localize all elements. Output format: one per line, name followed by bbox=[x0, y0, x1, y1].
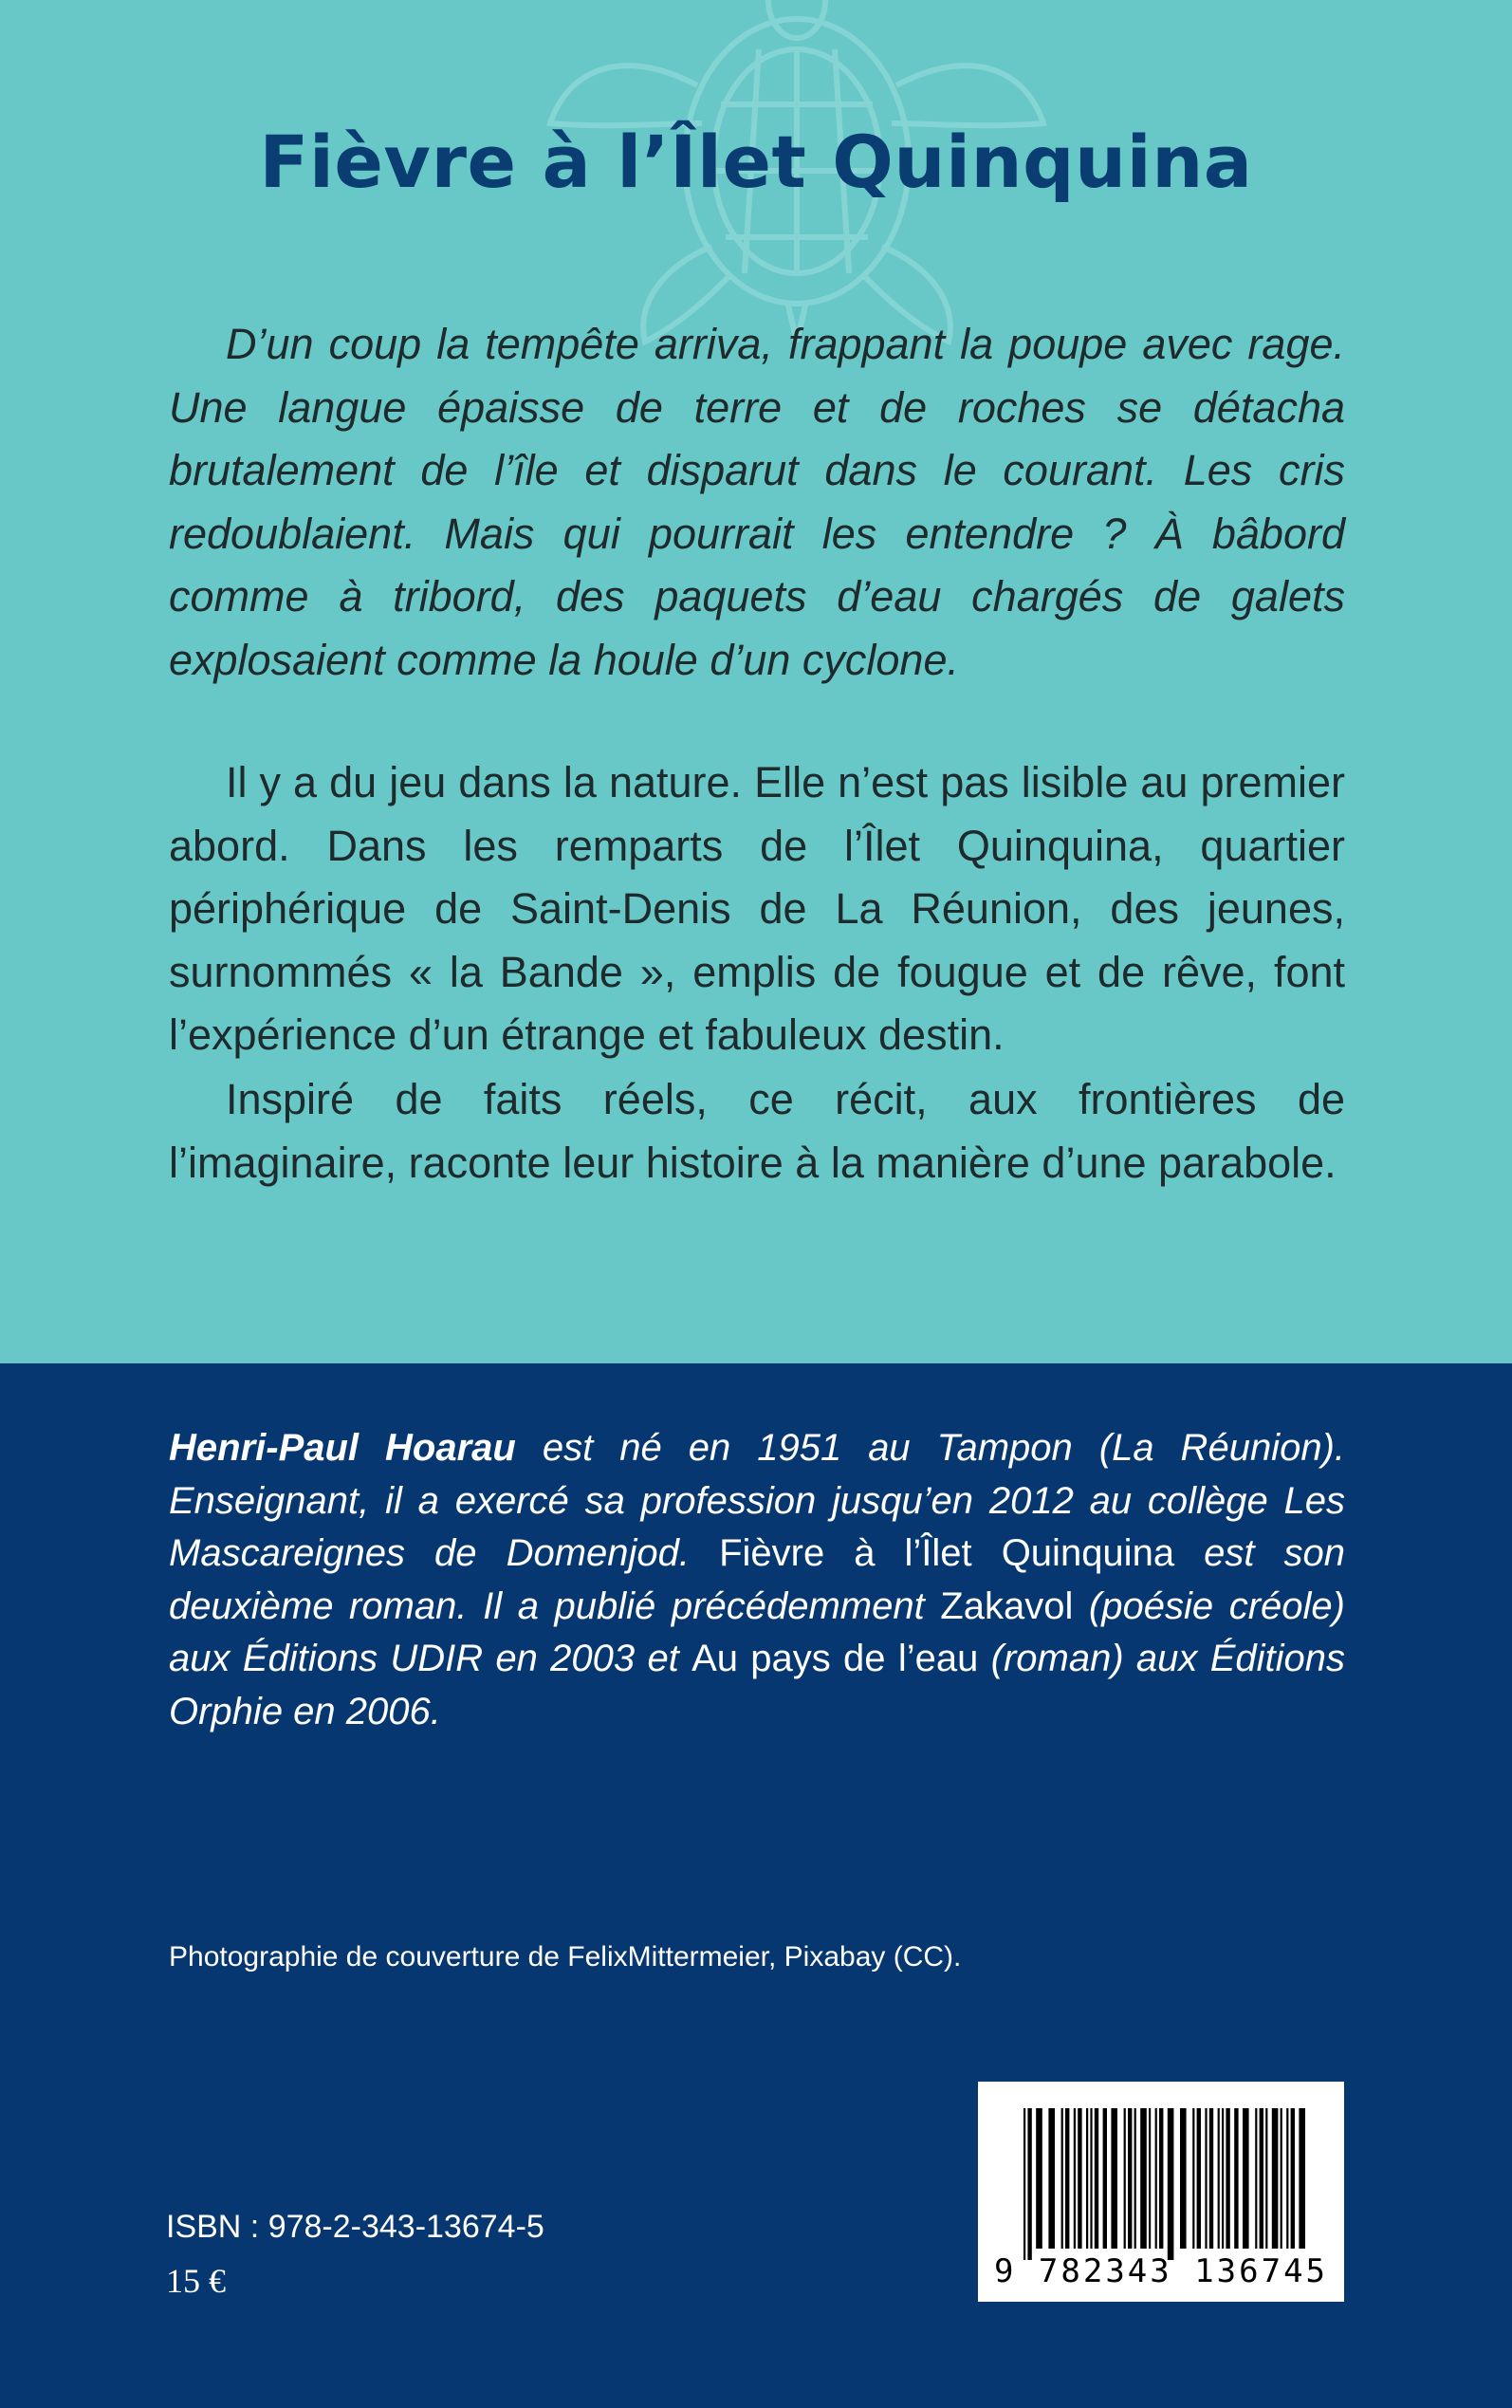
bio-text-4: (roman) aux Éditions Orphie en 2006. bbox=[169, 1638, 1345, 1732]
barcode-bar bbox=[1265, 2108, 1267, 2249]
barcode-bar bbox=[1103, 2108, 1107, 2249]
barcode-bar bbox=[1128, 2108, 1132, 2249]
isbn-label: ISBN : 978-2-343-13674-5 bbox=[166, 2209, 544, 2245]
barcode-bar bbox=[1197, 2108, 1201, 2249]
book-title: Fièvre à l’Îlet Quinquina bbox=[259, 120, 1253, 204]
barcode-bar bbox=[1192, 2108, 1194, 2249]
barcode-bar bbox=[1255, 2108, 1257, 2249]
barcode-bar bbox=[1168, 2108, 1174, 2260]
barcode-bar bbox=[1260, 2108, 1263, 2249]
bio-text-3: (poésie créole) aux Éditions UDIR en 2003 et bbox=[169, 1584, 1345, 1679]
barcode-bar bbox=[1095, 2108, 1098, 2249]
barcode-bar bbox=[1149, 2108, 1151, 2249]
barcode-bar bbox=[1299, 2108, 1305, 2249]
bio-book-title-3: Au pays de l’eau bbox=[691, 1638, 979, 1679]
barcode-bar bbox=[1286, 2108, 1288, 2249]
barcode-bar bbox=[1074, 2108, 1076, 2249]
barcode-bar bbox=[1134, 2108, 1136, 2249]
author-name: Henri-Paul Hoarau bbox=[169, 1427, 516, 1469]
barcode-bar bbox=[1218, 2108, 1220, 2249]
price-label: 15 € bbox=[166, 2262, 226, 2300]
barcode-bar bbox=[1159, 2108, 1163, 2249]
barcode-bar bbox=[1180, 2108, 1187, 2249]
barcode-bar bbox=[1226, 2108, 1229, 2249]
barcode-digits: 9 782343 136745 bbox=[993, 2252, 1329, 2290]
barcode-bar bbox=[1281, 2108, 1282, 2249]
bio-text-2: est son deuxième roman. Il a publié précédemment bbox=[169, 1532, 1345, 1627]
barcode-bar bbox=[1065, 2108, 1069, 2249]
barcode-bar bbox=[1243, 2108, 1249, 2249]
barcode-bar bbox=[1086, 2108, 1088, 2249]
bio-book-title-2: Zakavol bbox=[940, 1584, 1074, 1627]
barcode-bar bbox=[1291, 2108, 1295, 2249]
barcode-bar bbox=[1027, 2108, 1031, 2260]
barcode-bar bbox=[1023, 2108, 1025, 2260]
barcode-bar bbox=[1090, 2108, 1092, 2249]
pitch-paragraph-2: Inspiré de faits réels, ce récit, aux frontières de l’imaginaire, raconte leur histoire à la manière d’une parabole. bbox=[169, 1075, 1345, 1187]
barcode-bar bbox=[1140, 2108, 1147, 2249]
barcode-bar bbox=[1222, 2108, 1224, 2249]
barcode-bar bbox=[1234, 2108, 1238, 2249]
barcode-bar bbox=[1061, 2108, 1063, 2249]
barcode-bar bbox=[1036, 2108, 1042, 2249]
barcode bbox=[978, 2082, 1344, 2302]
barcode-bar bbox=[1205, 2108, 1207, 2249]
barcode-bar bbox=[1124, 2108, 1126, 2249]
author-bio bbox=[169, 1422, 1345, 1738]
pitch-paragraph-1: Il y a du jeu dans la nature. Elle n’est pas lisible au premier abord. Dans les remparts de l’Îlet Quinquina, quartier périphérique de Saint-Denis de La Réunion, des jeunes, surnommés « la Bande », emplis de fougue et de rêve, font l’expérience d’un étrange et fabuleux destin. bbox=[169, 758, 1345, 1059]
excerpt-paragraph: D’un coup la tempête arriva, frappant la poupe avec rage. Une langue épaisse de terre et de roches se détacha brutalement de l’île et disparut dans le courant. Les cris redoublaient. Mais qui pourrait les entendre ? À bâbord comme à tribord, des paquets d’eau chargés de galets explosaient comme la houle d’un cyclone. bbox=[169, 320, 1345, 684]
barcode-bar bbox=[1209, 2108, 1213, 2249]
barcode-bar bbox=[1272, 2108, 1279, 2249]
barcode-bar bbox=[1155, 2108, 1157, 2249]
photo-credit: Photographie de couverture de FelixMittermeier, Pixabay (CC). bbox=[169, 1941, 962, 1973]
barcode-bar bbox=[1078, 2108, 1081, 2249]
barcode-bar bbox=[1111, 2108, 1117, 2249]
bio-book-title-1: Fièvre à l’Îlet Quinquina bbox=[719, 1532, 1175, 1574]
bio-text-1: est né en 1951 au Tampon (La Réunion). Enseignant, il a exercé sa profession jusqu’en 2012 au collège Les Mascareignes de Domenjod. bbox=[169, 1427, 1345, 1574]
barcode-bar bbox=[1048, 2108, 1055, 2249]
